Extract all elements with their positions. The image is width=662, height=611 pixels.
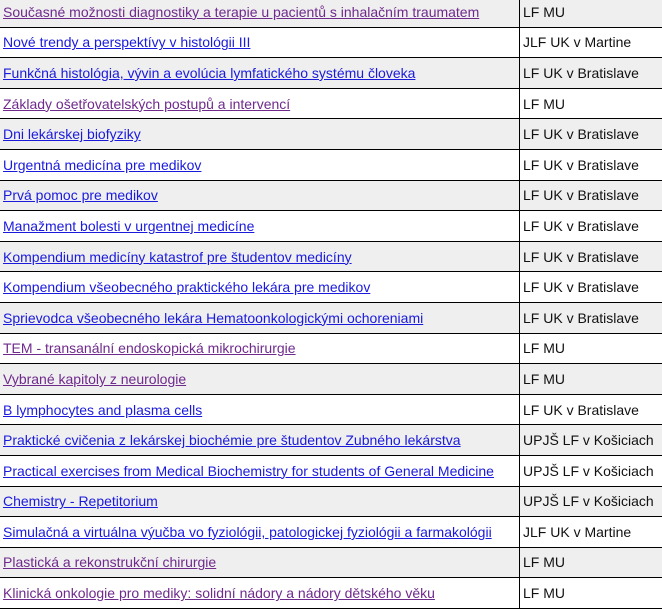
title-cell: [0, 455, 520, 486]
title-cell: [0, 272, 520, 303]
publication-title-link[interactable]: Chemistry - Repetitorium: [3, 493, 158, 510]
faculty-cell: [520, 394, 662, 425]
table-row: [0, 88, 662, 119]
faculty-cell: [520, 272, 662, 303]
faculty-cell: [520, 547, 662, 578]
publication-title-link[interactable]: Urgentná medicína pre medikov: [3, 156, 202, 173]
faculty-label: LF MU: [523, 370, 565, 387]
publication-title-link[interactable]: Vybrané kapitoly z neurologie: [3, 370, 187, 387]
publication-title-link[interactable]: Practical exercises from Medical Biochemistry for students of General Medicine: [3, 462, 494, 479]
title-cell: [0, 578, 520, 609]
table-row: [0, 578, 662, 609]
faculty-cell: [520, 455, 662, 486]
faculty-cell: [520, 578, 662, 609]
title-cell: [0, 180, 520, 211]
title-cell: [0, 0, 520, 27]
publication-title-link[interactable]: Současné možnosti diagnostiky a terapie u pacientů s inhalačním traumatem: [3, 3, 480, 20]
table-row: [0, 517, 662, 548]
publication-title-link[interactable]: Plastická a rekonstrukční chirurgie: [3, 554, 217, 571]
faculty-cell: [520, 27, 662, 58]
faculty-cell: [520, 88, 662, 119]
table-row: [0, 27, 662, 58]
table-row: [0, 302, 662, 333]
faculty-label: LF UK v Bratislave: [523, 309, 639, 326]
title-cell: [0, 364, 520, 395]
faculty-label: LF MU: [523, 340, 565, 357]
publication-title-link[interactable]: Prvá pomoc pre medikov: [3, 187, 158, 204]
publication-title-link[interactable]: Nové trendy a perspektívy v histológii III: [3, 34, 251, 51]
publication-title-link[interactable]: Funkčná histológia, vývin a evolúcia lymfatického systému človeka: [3, 64, 416, 81]
table-row: [0, 272, 662, 303]
title-cell: [0, 394, 520, 425]
publication-title-link[interactable]: Kompendium všeobecného praktického lekára pre medikov: [3, 279, 371, 296]
table-row: [0, 364, 662, 395]
table-row: [0, 0, 662, 27]
faculty-label: LF UK v Bratislave: [523, 64, 639, 81]
title-cell: [0, 425, 520, 456]
table-row: [0, 394, 662, 425]
title-cell: [0, 119, 520, 150]
table-row: [0, 547, 662, 578]
faculty-cell: [520, 517, 662, 548]
faculty-cell: [520, 486, 662, 517]
faculty-label: LF UK v Bratislave: [523, 279, 639, 296]
faculty-label: JLF UK v Martine: [523, 523, 632, 540]
faculty-cell: [520, 425, 662, 456]
publication-title-link[interactable]: Manažment bolesti v urgentnej medicíne: [3, 217, 255, 234]
title-cell: [0, 241, 520, 272]
faculty-label: LF UK v Bratislave: [523, 401, 639, 418]
faculty-cell: [520, 180, 662, 211]
faculty-label: LF UK v Bratislave: [523, 248, 639, 265]
table-row: [0, 486, 662, 517]
table-row: [0, 149, 662, 180]
faculty-label: LF MU: [523, 585, 565, 602]
publication-title-link[interactable]: TEM - transanální endoskopická mikrochirurgie: [3, 340, 296, 357]
table-row: [0, 180, 662, 211]
faculty-label: LF UK v Bratislave: [523, 156, 639, 173]
faculty-cell: [520, 58, 662, 89]
table-row: [0, 455, 662, 486]
title-cell: [0, 547, 520, 578]
title-cell: [0, 58, 520, 89]
faculty-label: UPJŠ LF v Košiciach: [523, 462, 654, 479]
faculty-label: LF MU: [523, 554, 565, 571]
faculty-cell: [520, 211, 662, 242]
publication-title-link[interactable]: Simulačná a virtuálna výučba vo fyziológii, patologickej fyziológii a farmakológii: [3, 523, 492, 540]
publication-title-link[interactable]: Kompendium medicíny katastrof pre študentov medicíny: [3, 248, 352, 265]
faculty-label: LF MU: [523, 95, 565, 112]
table-row: [0, 241, 662, 272]
title-cell: [0, 88, 520, 119]
faculty-cell: [520, 302, 662, 333]
faculty-label: UPJŠ LF v Košiciach: [523, 432, 654, 449]
faculty-label: UPJŠ LF v Košiciach: [523, 493, 654, 510]
title-cell: [0, 27, 520, 58]
publication-title-link[interactable]: Klinická onkologie pro mediky: solidní nádory a nádory dětského věku: [3, 585, 435, 602]
publication-title-link[interactable]: B lymphocytes and plasma cells: [3, 401, 203, 418]
table-row: [0, 211, 662, 242]
faculty-label: LF UK v Bratislave: [523, 126, 639, 143]
title-cell: [0, 517, 520, 548]
faculty-label: LF UK v Bratislave: [523, 187, 639, 204]
title-cell: [0, 302, 520, 333]
faculty-cell: [520, 119, 662, 150]
title-cell: [0, 486, 520, 517]
title-cell: [0, 211, 520, 242]
title-cell: [0, 149, 520, 180]
table-row: [0, 333, 662, 364]
faculty-cell: [520, 149, 662, 180]
table-row: [0, 58, 662, 89]
faculty-cell: [520, 364, 662, 395]
faculty-cell: [520, 333, 662, 364]
table-row: [0, 119, 662, 150]
publication-title-link[interactable]: Dni lekárskej biofyziky: [3, 126, 141, 143]
faculty-label: JLF UK v Martine: [523, 34, 632, 51]
faculty-cell: [520, 241, 662, 272]
faculty-label: LF MU: [523, 3, 565, 20]
publication-title-link[interactable]: Sprievodca všeobecného lekára Hematoonkologickými ochoreniami: [3, 309, 424, 326]
table-row: [0, 425, 662, 456]
faculty-cell: [520, 0, 662, 27]
faculty-label: LF UK v Bratislave: [523, 217, 639, 234]
publication-title-link[interactable]: Základy ošetřovatelských postupů a intervencí: [3, 95, 291, 112]
publication-title-link[interactable]: Praktické cvičenia z lekárskej biochémie pre študentov Zubného lekárstva: [3, 432, 461, 449]
title-cell: [0, 333, 520, 364]
